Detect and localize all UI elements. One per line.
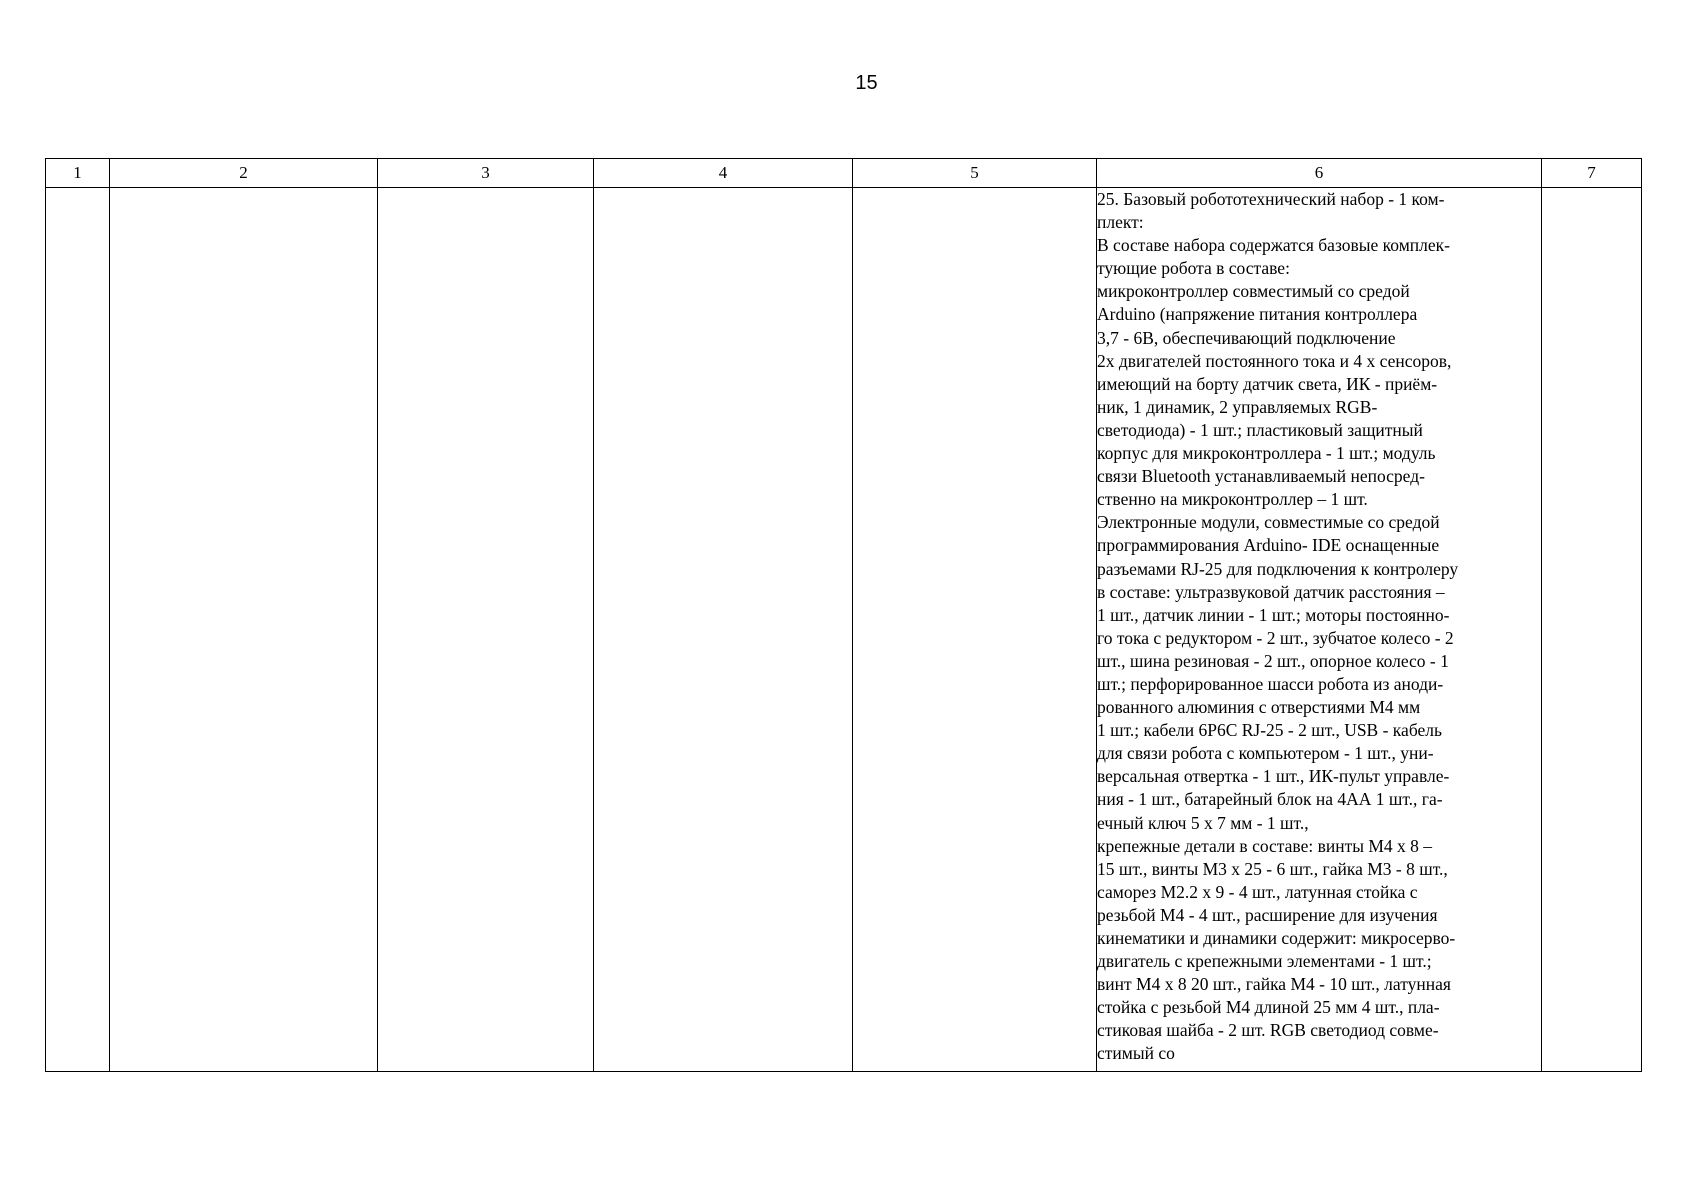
description-line: ния - 1 шт., батарейный блок на 4АА 1 шт., га- — [1097, 789, 1443, 810]
cell-col4 — [594, 188, 853, 1072]
description-line: го тока с редуктором - 2 шт., зубчатое колесо - 2 — [1097, 627, 1454, 648]
description-line: 2х двигателей постоянного тока и 4 х сенсоров, — [1097, 350, 1452, 371]
description-line: винт М4 х 8 20 шт., гайка М4 - 10 шт., латунная — [1097, 974, 1451, 995]
description-line: Arduino (напряжение питания контроллера — [1097, 304, 1418, 325]
description-line: ственно на микроконтроллер – 1 шт. — [1097, 489, 1368, 510]
description-line: разъемами RJ-25 для подключения к контролеру — [1097, 558, 1459, 579]
description-line: 15 шт., винты М3 х 25 - 6 шт., гайка М3 - 8 шт., — [1097, 858, 1448, 879]
column-header-4: 4 — [594, 159, 853, 188]
column-header-1: 1 — [46, 159, 110, 188]
cell-col3 — [378, 188, 594, 1072]
description-line: 1 шт., датчик линии - 1 шт.; моторы постоянно- — [1097, 604, 1450, 625]
column-header-6: 6 — [1097, 159, 1542, 188]
description-line: 25. Базовый робототехнический набор - 1 ком- — [1097, 189, 1445, 209]
page-number: 15 — [855, 72, 878, 94]
description-line: двигатель с крепежными элементами - 1 шт.; — [1097, 951, 1432, 972]
description-line: 3,7 - 6В, обеспечивающий подключение — [1097, 327, 1396, 348]
description-line: ечный ключ 5 х 7 мм - 1 шт., — [1097, 812, 1309, 833]
column-header-2: 2 — [110, 159, 378, 188]
cell-col1 — [46, 188, 110, 1072]
cell-col7 — [1542, 188, 1642, 1072]
description-line: крепежные детали в составе: винты М4 х 8 – — [1097, 835, 1433, 856]
header-row — [46, 159, 1642, 188]
description-line: стимый со — [1097, 1043, 1175, 1064]
description-line: кинематики и динамики содержит: микросерво- — [1097, 928, 1456, 948]
description-line: резьбой М4 - 4 шт., расширение для изучения — [1097, 904, 1438, 925]
description-line: программирования Arduino- IDE оснащенные — [1097, 535, 1440, 556]
specification-table — [45, 158, 1642, 1072]
table-row — [46, 188, 1642, 1072]
description-line: 1 шт.; кабели 6P6C RJ-25 - 2 шт., USB - кабель — [1097, 720, 1442, 741]
description-line: ник, 1 динамик, 2 управляемых RGB- — [1097, 396, 1378, 417]
description-line: плект: — [1097, 212, 1144, 233]
column-header-7: 7 — [1542, 159, 1642, 188]
description-line: связи Bluetooth устанавливаемый непосред- — [1097, 466, 1425, 487]
description-line: микроконтроллер совместимый со средой — [1097, 281, 1410, 302]
description-line: светодиода) - 1 шт.; пластиковый защитный — [1097, 419, 1423, 440]
description-line: для связи робота с компьютером - 1 шт., уни- — [1097, 743, 1434, 764]
description-line: имеющий на борту датчик света, ИК - приём- — [1097, 373, 1438, 394]
description-line: Электронные модули, совместимые со средой — [1097, 512, 1440, 533]
description-line: в составе: ультразвуковой датчик расстояния – — [1097, 581, 1445, 602]
description-line: стиковая шайба - 2 шт. RGB светодиод совме- — [1097, 1020, 1439, 1041]
cell-description — [1097, 188, 1542, 1072]
description-line: саморез М2.2 х 9 - 4 шт., латунная стойка с — [1097, 881, 1418, 902]
description-line: шт.; перфорированное шасси робота из аноди- — [1097, 673, 1444, 694]
column-header-3: 3 — [378, 159, 594, 188]
description-line: стойка с резьбой М4 длиной 25 мм 4 шт., пла- — [1097, 997, 1440, 1018]
description-line: версальная отвертка - 1 шт., ИК-пульт управле- — [1097, 766, 1450, 787]
description-line: корпус для микроконтроллера - 1 шт.; модуль — [1097, 443, 1436, 464]
description-line: тующие робота в составе: — [1097, 258, 1290, 279]
cell-col2 — [110, 188, 378, 1072]
description-line: рованного алюминия с отверстиями М4 мм — [1097, 697, 1421, 718]
cell-col5 — [853, 188, 1097, 1072]
description-line: шт., шина резиновая - 2 шт., опорное колесо - 1 — [1097, 650, 1449, 671]
description-line: В составе набора содержатся базовые комплек- — [1097, 235, 1450, 256]
column-header-5: 5 — [853, 159, 1097, 188]
